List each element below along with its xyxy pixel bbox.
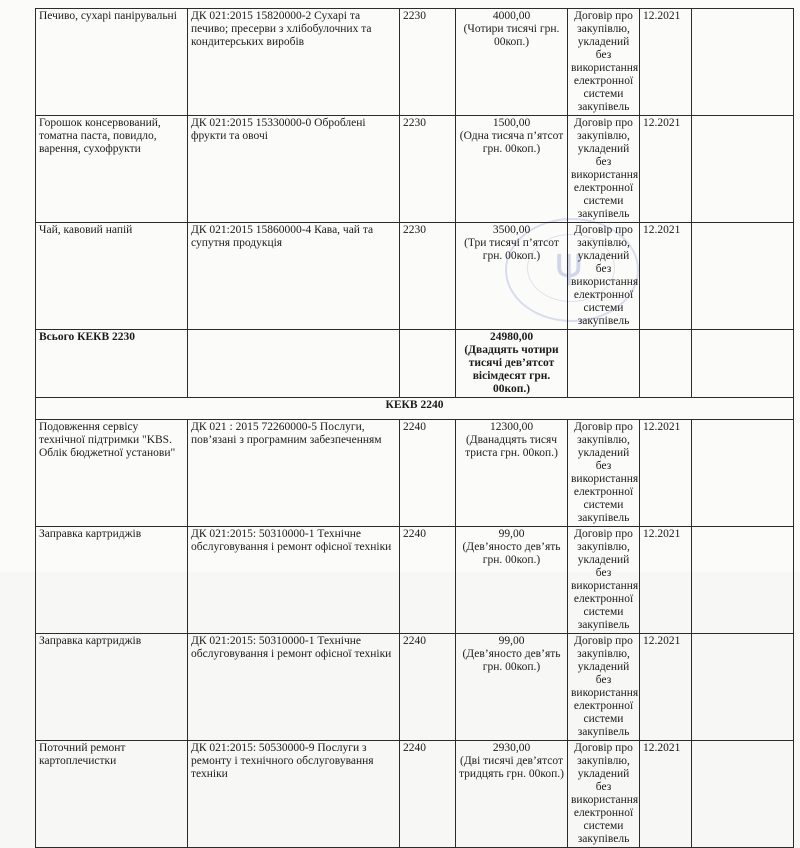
item-name: Печиво, сухарі панірувальні: [36, 9, 188, 116]
item-sum-words: (Дев’яносто дев’ять грн. 00коп.): [462, 648, 561, 673]
item-name: Чай, кавовий напій: [36, 223, 188, 330]
item-name: Подовження сервісу технічної підтримки "KBS. Облік бюджетної установи": [36, 420, 188, 527]
procurement-table: [35, 8, 794, 848]
item-note: [692, 116, 794, 223]
item-sum-cell: [456, 223, 568, 330]
item-sum: 1500,00: [492, 117, 531, 129]
item-kekv: 2240: [400, 420, 456, 527]
total-row: [36, 330, 794, 398]
item-sum-cell: [456, 420, 568, 527]
item-sum: 99,00: [498, 528, 525, 540]
item-sum: 3500,00: [492, 224, 531, 236]
item-sum: 99,00: [498, 635, 525, 647]
item-procedure: Договір про закупівлю, укладений без використання електронної системи закупівель: [568, 223, 640, 330]
item-code: ДК 021:2015 15860000-4 Кава, чай та супутня продукція: [188, 223, 400, 330]
total-empty-code: [188, 330, 400, 398]
item-procedure: Договір про закупівлю, укладений без використання електронної системи закупівель: [568, 9, 640, 116]
item-kekv: 2240: [400, 741, 456, 848]
item-note: [692, 420, 794, 527]
section-title: КЕКВ 2240: [36, 398, 794, 420]
item-kekv: 2240: [400, 634, 456, 741]
table-row: [36, 223, 794, 330]
item-kekv: 2230: [400, 116, 456, 223]
item-note: [692, 634, 794, 741]
table-row: [36, 9, 794, 116]
table-row: [36, 420, 794, 527]
item-note: [692, 741, 794, 848]
item-code: ДК 021:2015 15330000-0 Оброблені фрукти та овочі: [188, 116, 400, 223]
table-body: [36, 9, 794, 848]
total-empty-date: [640, 330, 692, 398]
table-row: [36, 634, 794, 741]
item-kekv: 2240: [400, 527, 456, 634]
item-date: 12.2021: [640, 420, 692, 527]
total-sum-words: (Двадцять чотири тисячі дев’ятсот вісімдесят грн. 00коп.): [464, 344, 559, 395]
item-kekv: 2230: [400, 223, 456, 330]
table-row: [36, 527, 794, 634]
item-sum-cell: [456, 116, 568, 223]
item-sum-words: (Одна тисяча п’ятсот грн. 00коп.): [459, 130, 564, 155]
item-sum-cell: [456, 527, 568, 634]
item-sum-words: (Дві тисячі дев’ятсот тридцять грн. 00коп.): [459, 755, 564, 780]
item-sum-words: (Три тисячі п’ятсот грн. 00коп.): [464, 237, 559, 262]
item-note: [692, 223, 794, 330]
item-code: ДК 021:2015 15820000-2 Сухарі та печиво; пресерви з хлібобулочних та кондитерських виробів: [188, 9, 400, 116]
item-sum-words: (Дванадцять тисяч триста грн. 00коп.): [465, 434, 558, 459]
item-kekv: 2230: [400, 9, 456, 116]
table-row: [36, 741, 794, 848]
table-row: [36, 116, 794, 223]
item-code: ДК 021 : 2015 72260000-5 Послуги, пов’язані з програмним забезпеченням: [188, 420, 400, 527]
item-name: Поточний ремонт картоплечистки: [36, 741, 188, 848]
item-sum: 12300,00: [489, 421, 534, 433]
item-sum-cell: [456, 741, 568, 848]
item-note: [692, 527, 794, 634]
item-code: ДК 021:2015: 50310000-1 Технічне обслуговування і ремонт офісної техніки: [188, 527, 400, 634]
item-date: 12.2021: [640, 223, 692, 330]
item-code: ДК 021:2015: 50530000-9 Послуги з ремонту і технічного обслуговування техніки: [188, 741, 400, 848]
total-empty-kekv: [400, 330, 456, 398]
item-name: Заправка картриджів: [36, 527, 188, 634]
item-sum-cell: [456, 634, 568, 741]
item-procedure: Договір про закупівлю, укладений без використання електронної системи закупівель: [568, 527, 640, 634]
item-sum: 4000,00: [492, 10, 531, 22]
item-date: 12.2021: [640, 741, 692, 848]
trident-emblem-icon: ψ: [555, 238, 583, 287]
item-note: [692, 9, 794, 116]
total-sum: 24980,00: [489, 331, 534, 343]
item-sum-words: (Чотири тисячі грн. 00коп.): [463, 23, 560, 48]
item-date: 12.2021: [640, 527, 692, 634]
item-date: 12.2021: [640, 634, 692, 741]
total-sum-cell: [456, 330, 568, 398]
item-procedure: Договір про закупівлю, укладений без використання електронної системи закупівель: [568, 420, 640, 527]
item-sum-words: (Дев’яносто дев’ять грн. 00коп.): [462, 541, 561, 566]
total-label: Всього КЕКВ 2230: [36, 330, 188, 398]
section-header-row: [36, 398, 794, 420]
total-empty-proc: [568, 330, 640, 398]
item-name: Горошок консервований, томатна паста, повидло, варення, сухофрукти: [36, 116, 188, 223]
item-procedure: Договір про закупівлю, укладений без використання електронної системи закупівель: [568, 116, 640, 223]
total-empty-note: [692, 330, 794, 398]
item-procedure: Договір про закупівлю, укладений без використання електронної системи закупівель: [568, 634, 640, 741]
item-procedure: Договір про закупівлю, укладений без використання електронної системи закупівель: [568, 741, 640, 848]
item-sum-cell: [456, 9, 568, 116]
item-date: 12.2021: [640, 116, 692, 223]
item-sum: 2930,00: [492, 742, 531, 754]
item-date: 12.2021: [640, 9, 692, 116]
item-code: ДК 021:2015: 50310000-1 Технічне обслуговування і ремонт офісної техніки: [188, 634, 400, 741]
item-name: Заправка картриджів: [36, 634, 188, 741]
